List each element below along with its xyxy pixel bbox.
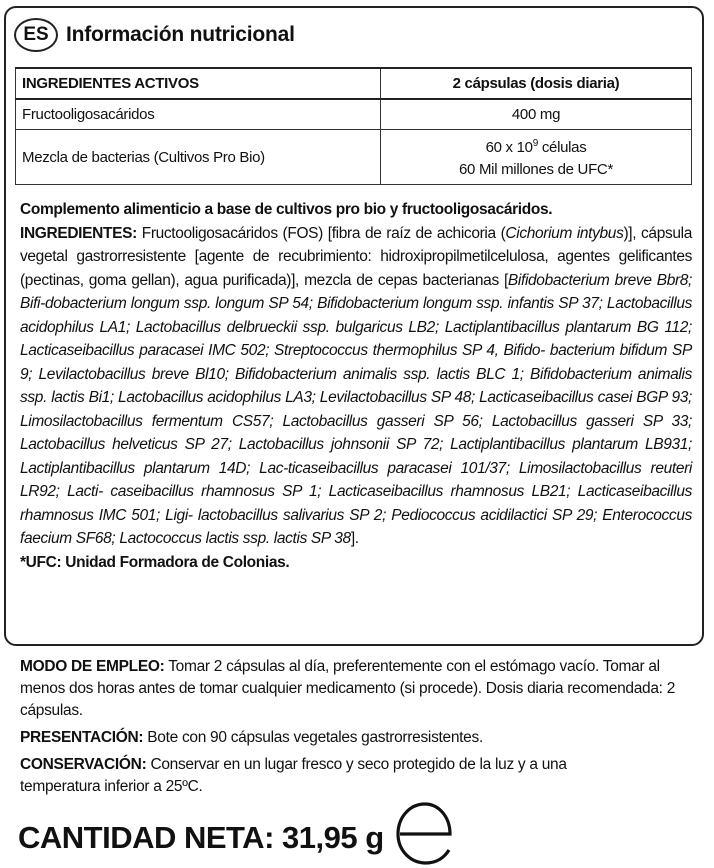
- conservacion-label: CONSERVACIÓN:: [20, 756, 147, 773]
- ingredient-text: Fructooligosacáridos (FOS) [fibra de raíz de achicoria (: [141, 224, 506, 242]
- nutrition-table: [15, 67, 692, 185]
- modo-empleo-label: MODO DE EMPLEO:: [20, 658, 165, 675]
- ingredient-name: Mezcla de bacterias (Cultivos Pro Bio): [16, 130, 381, 185]
- conservacion: [20, 754, 610, 798]
- ingredient-text: ].: [350, 530, 359, 547]
- estimated-e-icon: [392, 800, 458, 866]
- ufc-footnote: *UFC: Unidad Formadora de Colonias.: [20, 553, 290, 571]
- modo-empleo-text: Tomar 2 cápsulas al día, preferentemente con el estómago vacío. Tomar al menos dos horas antes de tomar cualquier medicamento (si procede). Dosis diaria recomendada: 2 cápsulas.: [20, 658, 676, 719]
- presentacion: [20, 727, 700, 749]
- column-header-dose: 2 cápsulas (dosis diaria): [381, 68, 692, 99]
- ingredients-paragraph: [20, 222, 692, 551]
- ingredient-species-text: Cichorium intybus: [505, 224, 624, 242]
- cell-count-exponent: 9: [532, 138, 538, 149]
- ingredient-species-text: Bifidobacterium breve Bbr8; Bifi-dobacterium longum ssp. longum SP 54; Bifidobacterium longum ssp. infantis SP 37; Lactobacillus acidophilus LA1; Lactobacillus delbrueckii ssp. bulgaricus LB2; Lactiplantibacillus plantarum BG 112; Lacticaseibacillus paracasei IMC 502; Streptococcus thermophilus SP 4, Bifido- bacterium bifidum SP 9; Levilactobacillus breve Bl10; Bifidobacterium animalis ssp. lactis BLC 1; Bifidobacterium animalis ssp. lactis Bi1; Lactobacillus acidophilus LA3; Levilactobacillus SP 48; Lacticaseibacillus casei BGP 93; Limosilactobacillus fermentum CS57; Lactobacillus gasseri SP 56; Lactobacillus gasseri SP 33; Lactobacillus helveticus SP 27; Lactobacillus johnsonii SP 72; Lactiplantibacillus plantarum LB931; Lactiplantibacillus plantarum 14D; Lac-ticaseibacillus paracasei 101/37; Limosilactobacillus reuteri LR92; Lacti- caseibacillus rhamnosus SP 1; Lacticaseibacillus rhamnosus LB21; Lacticaseibacillus rhamnosus IMC 501; Ligi- lactobacillus salivarius SP 2; Pediococcus acidilactici SP 29; Enterococcus faecium SF68; Lactococcus lactis ssp. lactis SP 38: [20, 271, 693, 547]
- cell-count-base: 60 x 10: [485, 139, 533, 156]
- table-header-row: [16, 68, 692, 99]
- label-body: [20, 198, 692, 574]
- product-description: Complemento alimenticio a base de cultivos pro bio y fructooligosacáridos.: [20, 201, 553, 218]
- table-row: [16, 130, 692, 185]
- ingredient-amount: 400 mg: [381, 99, 692, 130]
- ingredients-label: INGREDIENTES:: [20, 224, 137, 242]
- cell-count-unit: células: [537, 139, 587, 156]
- ingredient-name: Fructooligosacáridos: [16, 99, 381, 130]
- modo-empleo: [20, 656, 700, 722]
- conservacion-text: Conservar en un lugar fresco y seco protegido de la luz y a una temperatura inferior a 25ºC.: [20, 756, 567, 795]
- ingredient-amount: [381, 130, 692, 185]
- language-badge: ES: [14, 18, 58, 52]
- nutrition-title: Información nutricional: [66, 23, 295, 46]
- cell-count-line: [387, 133, 685, 159]
- presentacion-text: Bote con 90 cápsulas vegetales gastrorresistentes.: [143, 729, 483, 746]
- net-quantity: CANTIDAD NETA: 31,95 g: [18, 820, 384, 855]
- usage-section: [20, 656, 700, 803]
- presentacion-label: PRESENTACIÓN:: [20, 729, 144, 746]
- ufc-count-line: 60 Mil millones de UFC*: [459, 161, 613, 178]
- column-header-ingredients: INGREDIENTES ACTIVOS: [16, 68, 381, 99]
- table-row: [16, 99, 692, 130]
- ingredient-text: )], cápsula vegetal gastrorresistente [agente de recubrimiento: hidroxipropilmetilcelulosa, agentes gelificantes (pectinas, goma gellan), agua purificada)], mezcla de cepas bacterianas [: [20, 224, 692, 289]
- nutrition-header: [14, 14, 295, 56]
